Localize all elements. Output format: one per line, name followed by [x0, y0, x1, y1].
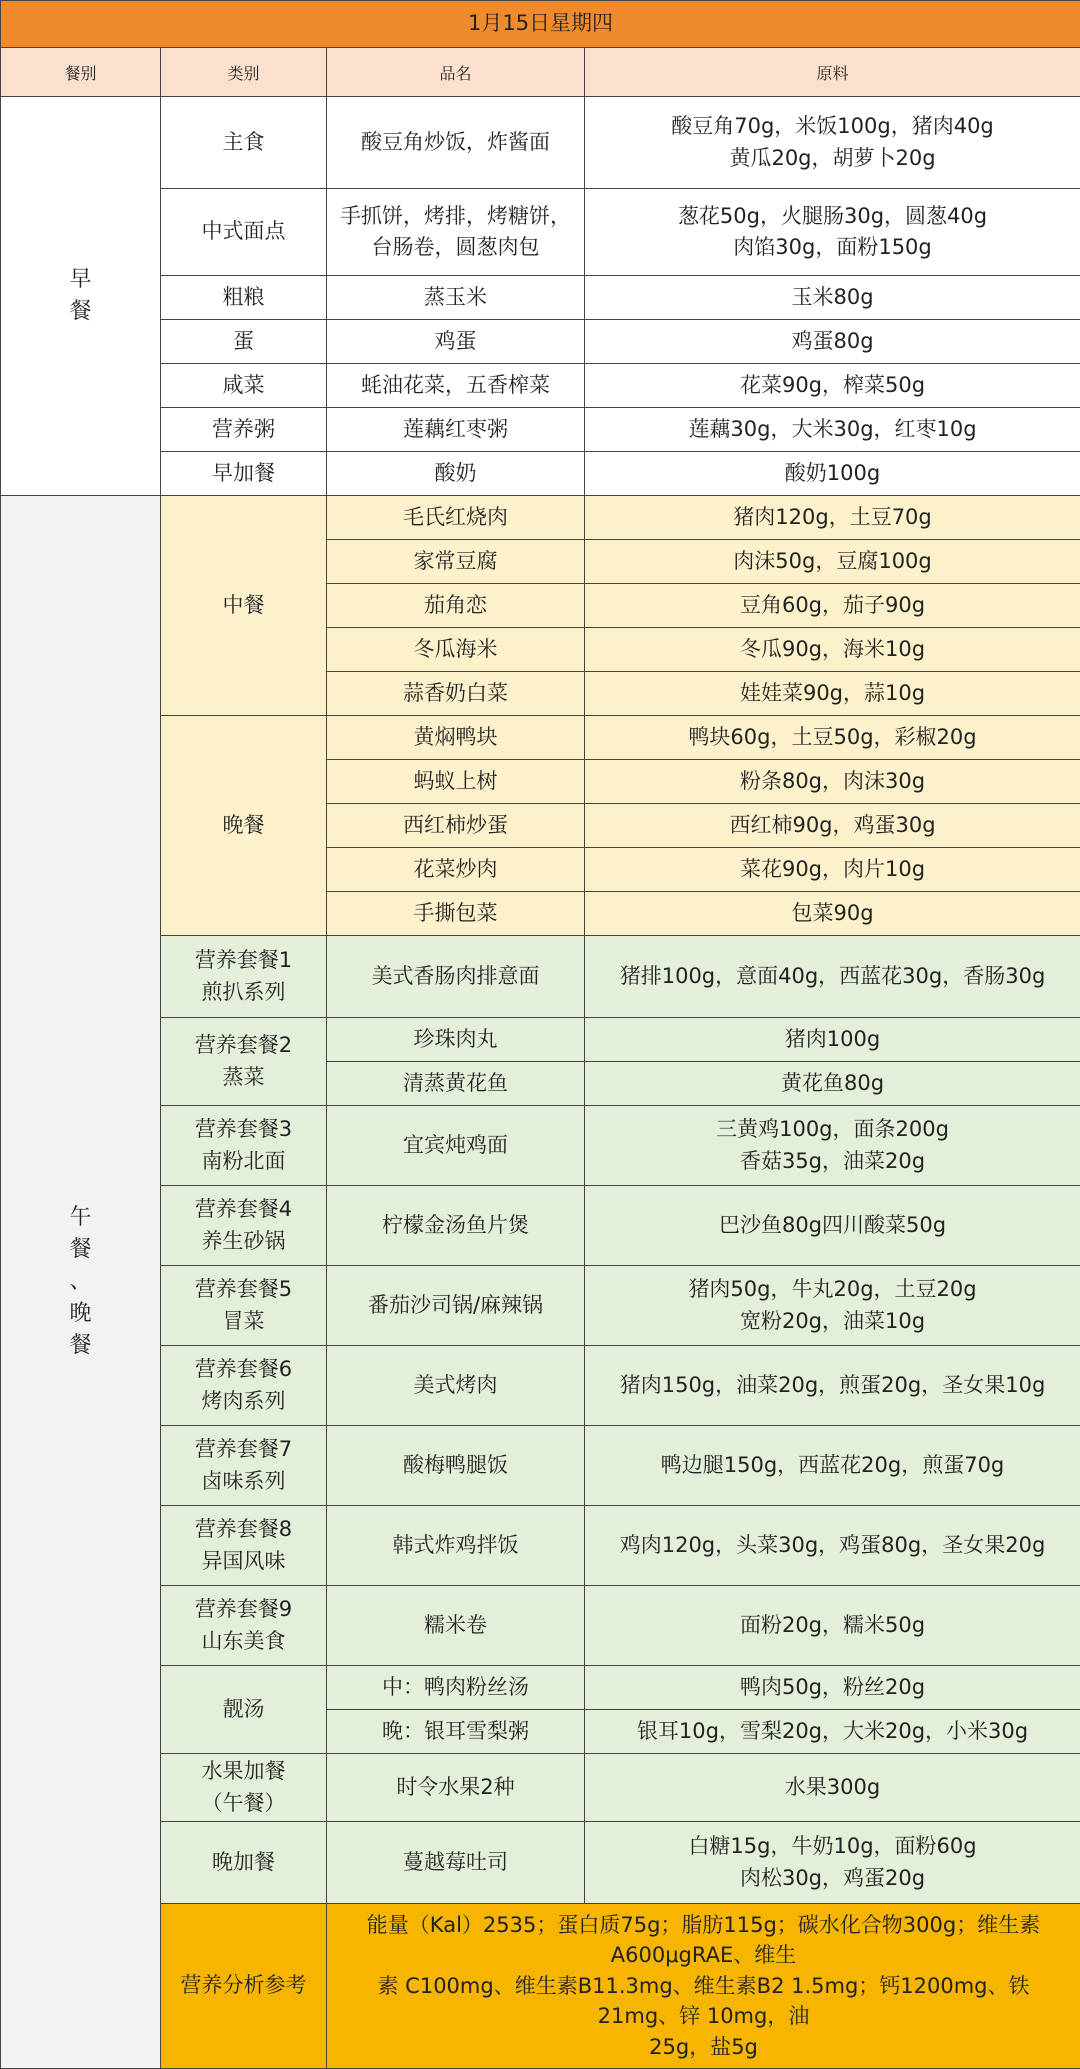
dish-cell: 毛氏红烧肉 [327, 496, 585, 540]
ingredients-cell: 巴沙鱼80g四川酸菜50g [585, 1186, 1080, 1266]
dish-cell: 莲藕红枣粥 [327, 408, 585, 452]
dish-cell: 蒜香奶白菜 [327, 672, 585, 716]
ingredients-cell: 菜花90g，肉片10g [585, 848, 1080, 892]
ingredients-cell: 花菜90g，榨菜50g [585, 364, 1080, 408]
category-cell: 营养套餐5 冒菜 [161, 1266, 327, 1346]
dish-cell: 美式香肠肉排意面 [327, 936, 585, 1018]
ingredients-cell: 鸭边腿150g，西蓝花20g，煎蛋70g [585, 1426, 1080, 1506]
dish-cell: 蚂蚁上树 [327, 760, 585, 804]
dish-cell: 蒸玉米 [327, 276, 585, 320]
dish-cell: 花菜炒肉 [327, 848, 585, 892]
dish-cell: 时令水果2种 [327, 1754, 585, 1822]
header-ingredients: 原料 [585, 48, 1080, 97]
header-meal: 餐别 [1, 48, 161, 97]
category-cell: 主食 [161, 97, 327, 189]
ingredients-cell: 猪肉150g，油菜20g，煎蛋20g，圣女果10g [585, 1346, 1080, 1426]
ingredients-cell: 粉条80g，肉沫30g [585, 760, 1080, 804]
dish-cell: 家常豆腐 [327, 540, 585, 584]
dish-cell: 酸豆角炒饭，炸酱面 [327, 97, 585, 189]
ingredients-cell: 娃娃菜90g，蒜10g [585, 672, 1080, 716]
category-cell: 水果加餐 （午餐） [161, 1754, 327, 1822]
ingredients-cell: 包菜90g [585, 892, 1080, 936]
ingredients-cell: 猪排100g，意面40g，西蓝花30g，香肠30g [585, 936, 1080, 1018]
ingredients-cell: 鸡蛋80g [585, 320, 1080, 364]
ingredients-cell: 白糖15g，牛奶10g，面粉60g 肉松30g，鸡蛋20g [585, 1822, 1080, 1904]
ingredients-cell: 银耳10g，雪梨20g，大米20g，小米30g [585, 1710, 1080, 1754]
category-cell: 营养套餐4 养生砂锅 [161, 1186, 327, 1266]
dish-cell: 冬瓜海米 [327, 628, 585, 672]
dish-cell: 手抓饼，烤排，烤糖饼， 台肠卷，圆葱肉包 [327, 189, 585, 276]
dish-cell: 韩式炸鸡拌饭 [327, 1506, 585, 1586]
dish-cell: 清蒸黄花鱼 [327, 1062, 585, 1106]
dish-cell: 酸梅鸭腿饭 [327, 1426, 585, 1506]
ingredients-cell: 豆角60g，茄子90g [585, 584, 1080, 628]
ingredients-cell: 鸭肉50g，粉丝20g [585, 1666, 1080, 1710]
nutrition-label: 营养分析参考 [161, 1904, 327, 2069]
dish-cell: 酸奶 [327, 452, 585, 496]
dish-cell: 美式烤肉 [327, 1346, 585, 1426]
category-cell: 营养套餐2 蒸菜 [161, 1018, 327, 1106]
ingredients-cell: 莲藕30g，大米30g，红枣10g [585, 408, 1080, 452]
ingredients-cell: 鸡肉120g，头菜30g，鸡蛋80g，圣女果20g [585, 1506, 1080, 1586]
ingredients-cell: 三黄鸡100g，面条200g 香菇35g，油菜20g [585, 1106, 1080, 1186]
ingredients-cell: 肉沫50g，豆腐100g [585, 540, 1080, 584]
ingredients-cell: 鸭块60g，土豆50g，彩椒20g [585, 716, 1080, 760]
nutrition-text: 能量（Kal）2535；蛋白质75g；脂肪115g；碳水化合物300g；维生素A600μgRAE、维生 素 C100mg、维生素B11.3mg、维生素B2 1.5mg；钙1200mg、铁 21mg、锌 10mg，油 25g，盐5g [327, 1904, 1080, 2069]
dish-cell: 柠檬金汤鱼片煲 [327, 1186, 585, 1266]
meal-breakfast: 早 餐 [1, 97, 161, 496]
meal-lunch-dinner: 午 餐 、 晚 餐 [1, 496, 161, 2069]
category-cell: 中式面点 [161, 189, 327, 276]
category-cell: 蛋 [161, 320, 327, 364]
ingredients-cell: 黄花鱼80g [585, 1062, 1080, 1106]
ingredients-cell: 酸奶100g [585, 452, 1080, 496]
ingredients-cell: 冬瓜90g，海米10g [585, 628, 1080, 672]
ingredients-cell: 水果300g [585, 1754, 1080, 1822]
dish-cell: 手撕包菜 [327, 892, 585, 936]
header-category: 类别 [161, 48, 327, 97]
category-cell: 营养套餐6 烤肉系列 [161, 1346, 327, 1426]
dish-cell: 西红柿炒蛋 [327, 804, 585, 848]
ingredients-cell: 猪肉100g [585, 1018, 1080, 1062]
category-cell: 营养套餐8 异国风味 [161, 1506, 327, 1586]
category-cell: 营养套餐3 南粉北面 [161, 1106, 327, 1186]
ingredients-cell: 酸豆角70g，米饭100g，猪肉40g 黄瓜20g，胡萝卜20g [585, 97, 1080, 189]
category-cell: 晚加餐 [161, 1822, 327, 1904]
ingredients-cell: 面粉20g，糯米50g [585, 1586, 1080, 1666]
category-cell: 晚餐 [161, 716, 327, 936]
ingredients-cell: 猪肉50g，牛丸20g，土豆20g 宽粉20g，油菜10g [585, 1266, 1080, 1346]
category-cell: 咸菜 [161, 364, 327, 408]
category-cell: 靓汤 [161, 1666, 327, 1754]
dish-cell: 糯米卷 [327, 1586, 585, 1666]
dish-cell: 蚝油花菜，五香榨菜 [327, 364, 585, 408]
ingredients-cell: 葱花50g，火腿肠30g，圆葱40g 肉馅30g，面粉150g [585, 189, 1080, 276]
dish-cell: 蔓越莓吐司 [327, 1822, 585, 1904]
category-cell: 营养粥 [161, 408, 327, 452]
category-cell: 早加餐 [161, 452, 327, 496]
dish-cell: 鸡蛋 [327, 320, 585, 364]
dish-cell: 珍珠肉丸 [327, 1018, 585, 1062]
header-dish: 品名 [327, 48, 585, 97]
ingredients-cell: 西红柿90g，鸡蛋30g [585, 804, 1080, 848]
menu-date-title: 1月15日星期四 [1, 1, 1080, 48]
category-cell: 营养套餐7 卤味系列 [161, 1426, 327, 1506]
dish-cell: 黄焖鸭块 [327, 716, 585, 760]
dish-cell: 番茄沙司锅/麻辣锅 [327, 1266, 585, 1346]
category-cell: 营养套餐1 煎扒系列 [161, 936, 327, 1018]
dish-cell: 宜宾炖鸡面 [327, 1106, 585, 1186]
category-cell: 中餐 [161, 496, 327, 716]
ingredients-cell: 猪肉120g，土豆70g [585, 496, 1080, 540]
dish-cell: 晚：银耳雪梨粥 [327, 1710, 585, 1754]
ingredients-cell: 玉米80g [585, 276, 1080, 320]
category-cell: 营养套餐9 山东美食 [161, 1586, 327, 1666]
category-cell: 粗粮 [161, 276, 327, 320]
dish-cell: 中：鸭肉粉丝汤 [327, 1666, 585, 1710]
dish-cell: 茄角恋 [327, 584, 585, 628]
